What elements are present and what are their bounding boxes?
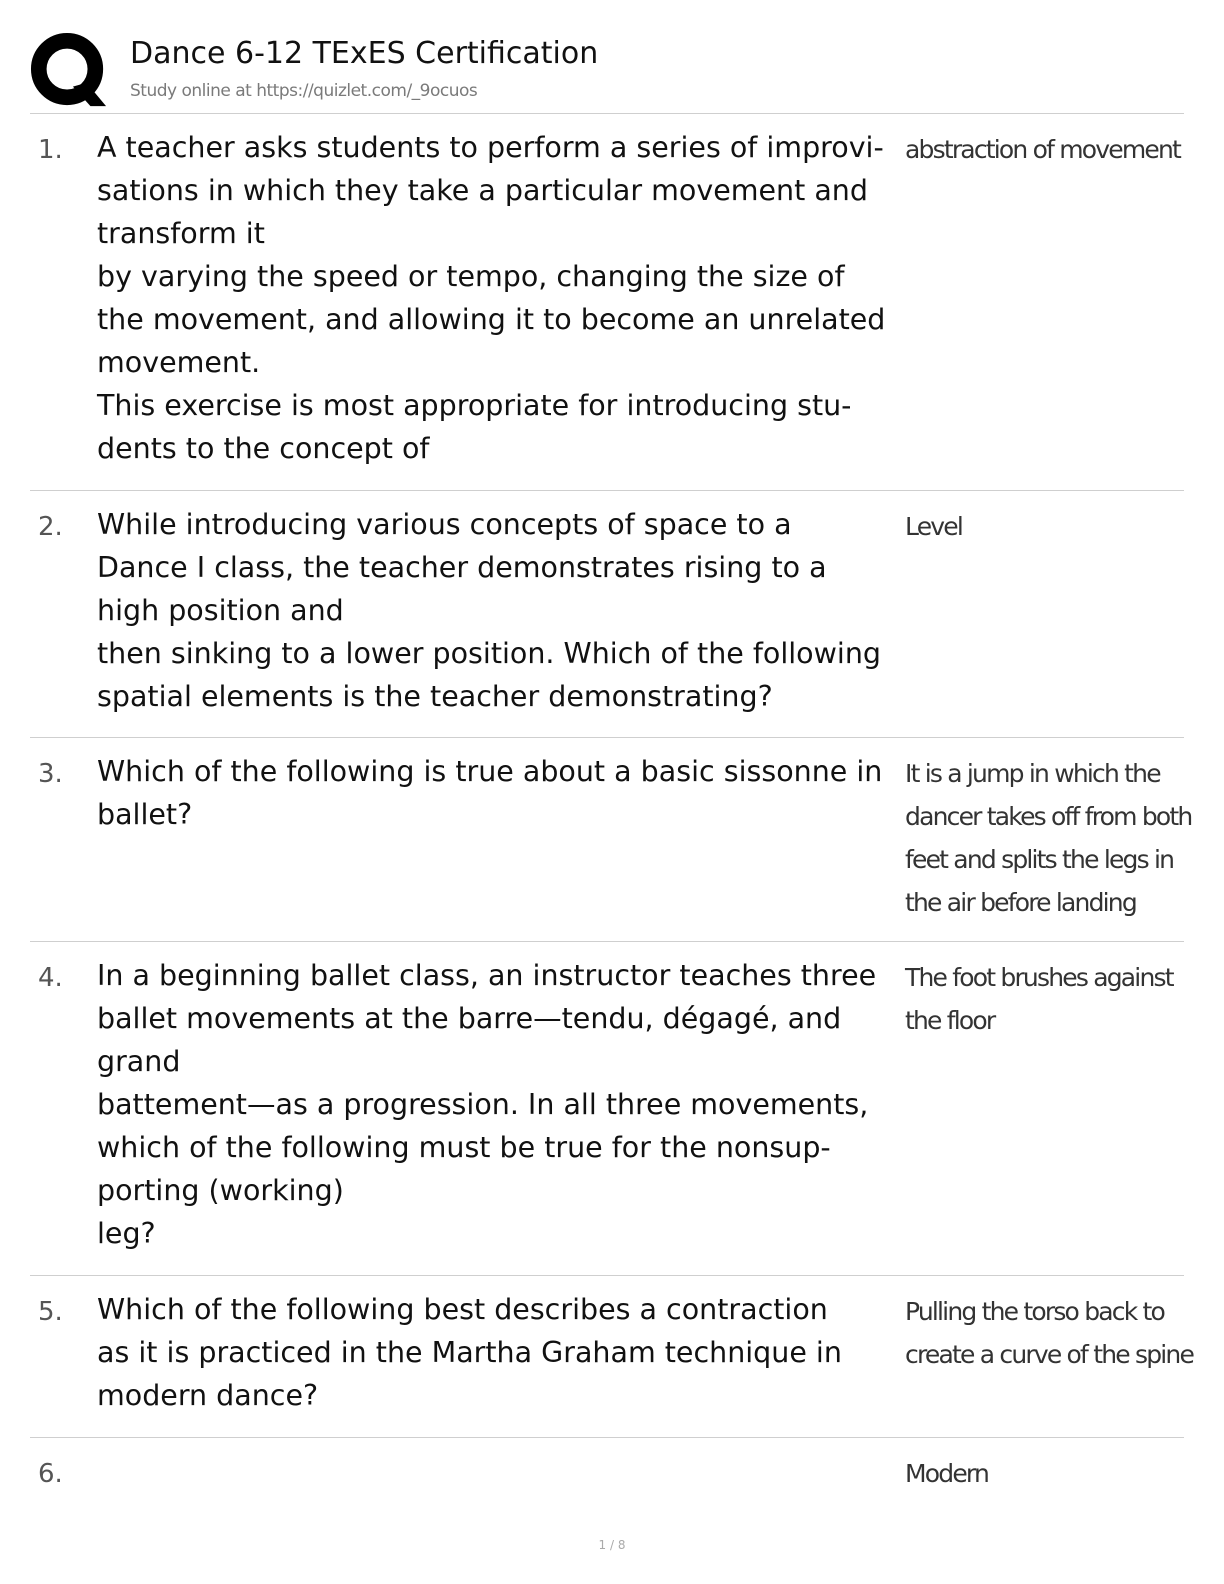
question-line: by varying the speed or tempo, changing the size of [97,260,845,293]
question-line: porting (working) [97,1174,344,1207]
flashcard-1 [30,114,1184,491]
card-answer [905,956,1180,1042]
question-line: A teacher asks students to perform a series of improvi- [97,131,884,164]
flashcard-3 [30,738,1192,942]
card-question [97,126,907,470]
answer-line: Pulling the torso back to [905,1297,1165,1326]
answer-line: Level [905,512,962,541]
card-number: 1. [38,135,63,165]
question-line: which of the following must be true for the nonsup- [97,1131,831,1164]
question-line: as it is practiced in the Martha Graham technique in [97,1336,842,1369]
card-number: 6. [38,1459,63,1489]
question-line: In a beginning ballet class, an instructor teaches three [97,959,877,992]
question-line: leg? [97,1217,156,1250]
question-line: sations in which they take a particular movement and [97,174,868,207]
question-line: then sinking to a lower position. Which of the following [97,637,881,670]
flashcard-6 [30,1438,1184,1508]
card-question [97,1288,907,1417]
card-answer [905,1452,1180,1495]
question-line: Dance I class, the teacher demonstrates rising to a [97,551,827,584]
answer-line: abstraction of movement [905,135,1181,164]
question-line: Which of the following best describes a contraction [97,1293,828,1326]
question-line: ballet? [97,798,193,831]
answer-line: It is a jump in which the [905,759,1160,788]
flashcard-5 [30,1276,1194,1438]
card-number: 2. [38,512,63,542]
card-number: 3. [38,759,63,789]
card-number: 4. [38,963,63,993]
question-line: This exercise is most appropriate for introducing stu- [97,389,852,422]
question-line: the movement, and allowing it to become an unrelated [97,303,886,336]
answer-line: the floor [905,1006,995,1035]
card-answer [905,1290,1194,1376]
card-question [97,503,907,718]
quizlet-logo-icon [30,32,108,110]
document-title: Dance 6-12 TExES Certification [130,36,599,71]
answer-line: Modern [905,1459,988,1488]
card-answer [905,752,1192,924]
question-line: transform it [97,217,265,250]
card-answer [905,128,1180,171]
question-line: Which of the following is true about a basic sissonne in [97,755,883,788]
document-header [30,28,1184,114]
answer-line: the air before landing [905,888,1136,917]
question-line: spatial elements is the teacher demonstrating? [97,680,773,713]
question-line: grand [97,1045,181,1078]
question-line: modern dance? [97,1379,319,1412]
question-line: dents to the concept of [97,432,430,465]
question-line: ballet movements at the barre—tendu, dégagé, and [97,1002,842,1035]
flashcard-4 [30,942,1184,1276]
card-answer [905,505,1180,548]
study-online-link[interactable]: Study online at https://quizlet.com/_9ocuos [130,81,478,101]
question-line: battement—as a progression. In all three movements, [97,1088,869,1121]
answer-line: create a curve of the spine [905,1340,1194,1369]
question-line: While introducing various concepts of space to a [97,508,792,541]
answer-line: feet and splits the legs in [905,845,1174,874]
card-number: 5. [38,1297,63,1327]
page-number: 1 / 8 [598,1538,626,1552]
answer-line: The foot brushes against [905,963,1173,992]
question-line: high position and [97,594,344,627]
question-line: movement. [97,346,261,379]
flashcard-2 [30,491,1184,738]
card-question [97,750,907,836]
answer-line: dancer takes off from both [905,802,1192,831]
card-question [97,954,907,1255]
